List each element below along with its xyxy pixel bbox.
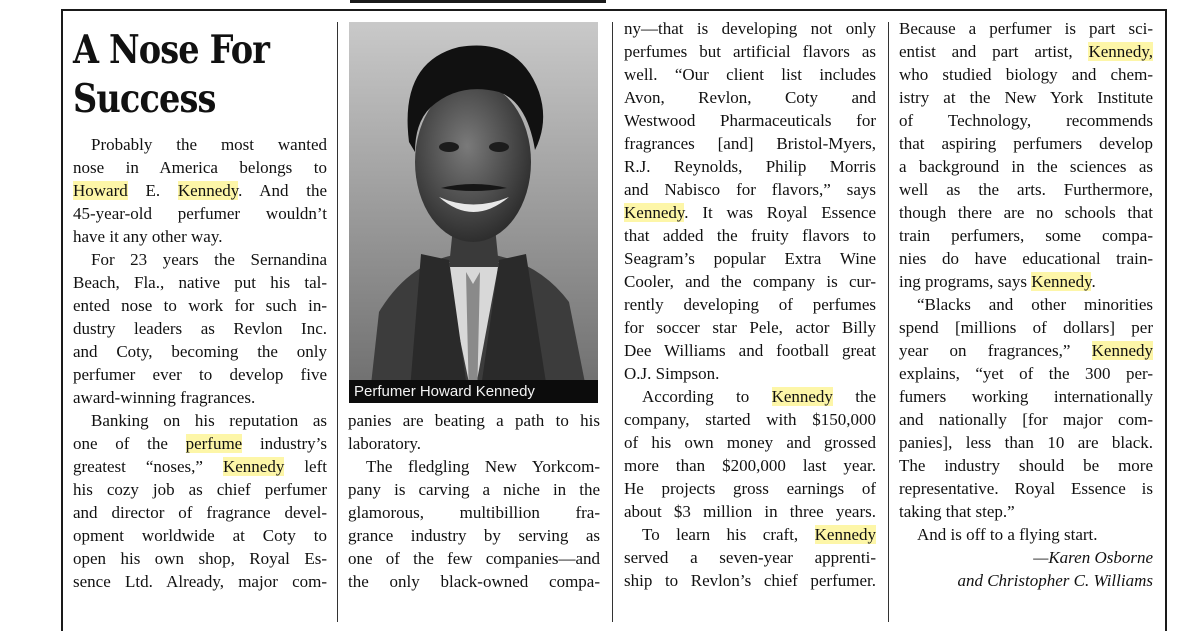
- text-segment: . And the: [238, 181, 327, 200]
- text-line: [73, 386, 327, 409]
- text-line: [624, 362, 876, 385]
- text-line: [73, 455, 327, 478]
- text-segment: fragrances [and] Bristol-Myers,: [624, 134, 876, 153]
- text-segment: well as the arts. Furthermore,: [899, 180, 1153, 199]
- text-segment: Avon, Revlon, Coty and: [624, 88, 876, 107]
- text-segment: perfumer ever to develop five: [73, 365, 327, 384]
- text-line: [624, 339, 876, 362]
- headline-line-2: Success: [73, 76, 216, 122]
- text-line: [899, 523, 1153, 546]
- text-segment: of Technology, recommends: [899, 111, 1153, 130]
- text-line: [624, 201, 876, 224]
- text-line: [348, 455, 600, 478]
- text-segment: and Nabisco for flavors,” says: [624, 180, 876, 199]
- text-segment: the only black-owned compa-: [348, 572, 600, 591]
- text-segment: a background in the sciences as: [899, 157, 1153, 176]
- text-segment: E.: [127, 181, 178, 200]
- text-line: [899, 17, 1153, 40]
- text-segment: his cozy job as chief perfumer: [73, 480, 327, 499]
- text-segment: rently developing of perfumes: [624, 295, 876, 314]
- column-rule-1: [337, 22, 338, 622]
- text-segment: nose in America belongs to: [73, 158, 327, 177]
- text-line: [899, 155, 1153, 178]
- column-3-text: [624, 17, 876, 592]
- text-segment: one of the: [73, 434, 186, 453]
- text-segment: To learn his craft,: [642, 525, 815, 544]
- text-line: [348, 478, 600, 501]
- column-rule-2: [612, 22, 613, 622]
- text-segment: And is off to a flying start.: [917, 525, 1098, 544]
- text-segment: Seagram’s popular Extra Wine: [624, 249, 876, 268]
- text-segment: left: [284, 457, 327, 476]
- text-line: [899, 500, 1153, 523]
- text-segment: served a seven-year apprenti-: [624, 548, 876, 567]
- text-line: [624, 477, 876, 500]
- highlighted-term: perfume: [185, 434, 243, 453]
- text-segment: R.J. Reynolds, Philip Morris: [624, 157, 876, 176]
- text-segment: “Blacks and other minorities: [917, 295, 1153, 314]
- column-2-text: [348, 409, 600, 593]
- highlighted-term: Kennedy: [1091, 341, 1153, 360]
- text-line: [73, 524, 327, 547]
- text-segment: and director of fragrance devel-: [73, 503, 327, 522]
- text-segment: award-winning fragrances.: [73, 388, 256, 407]
- text-segment: ented nose to work for such in-: [73, 296, 327, 315]
- text-line: [73, 225, 327, 248]
- text-segment: Beach, Fla., native put his tal-: [73, 273, 327, 292]
- column-rule-3: [888, 22, 889, 622]
- text-line: [624, 500, 876, 523]
- text-line: [73, 340, 327, 363]
- text-line: [899, 247, 1153, 270]
- text-segment: about $3 million in three years.: [624, 502, 876, 521]
- text-segment: panies are beating a path to his: [348, 411, 600, 430]
- text-line: [624, 431, 876, 454]
- text-segment: fumers working internationally: [899, 387, 1153, 406]
- text-line: [899, 224, 1153, 247]
- text-segment: The fledgling New Yorkcom-: [366, 457, 600, 476]
- text-line: [348, 501, 600, 524]
- text-line: [624, 316, 876, 339]
- text-line: [624, 86, 876, 109]
- text-segment: have it any other way.: [73, 227, 223, 246]
- text-line: [899, 362, 1153, 385]
- text-line: [624, 454, 876, 477]
- text-line: [899, 40, 1153, 63]
- text-segment: glamorous, multibillion fra-: [348, 503, 600, 522]
- text-segment: ny—that is developing not only: [624, 19, 876, 38]
- text-segment: Westwood Pharmaceuticals for: [624, 111, 876, 130]
- text-segment: company, started with $150,000: [624, 410, 876, 429]
- text-line: [899, 293, 1153, 316]
- text-line: [73, 294, 327, 317]
- text-line: [348, 570, 600, 593]
- text-segment: though there are no schools that: [899, 203, 1153, 222]
- text-segment: panies], less than 10 are black.: [899, 433, 1153, 452]
- text-segment: opment worldwide at Coty to: [73, 526, 327, 545]
- text-line: [348, 524, 600, 547]
- byline-line-2: and Christopher C. Williams: [957, 571, 1153, 590]
- text-line: [73, 179, 327, 202]
- text-segment: Dee Williams and football great: [624, 341, 876, 360]
- highlighted-term: Kennedy: [222, 457, 285, 476]
- headline-line-1: A Nose For: [73, 27, 270, 73]
- text-line: [73, 133, 327, 156]
- text-segment: that aspiring perfumers develop: [899, 134, 1153, 153]
- text-line: [899, 63, 1153, 86]
- text-segment: explains, “yet of the 300 per-: [899, 364, 1153, 383]
- text-segment: ship to Revlon’s chief perfumer.: [624, 571, 876, 590]
- text-segment: who studied biology and chem-: [899, 65, 1153, 84]
- text-segment: He projects gross earnings of: [624, 479, 876, 498]
- text-line: [624, 408, 876, 431]
- text-line: [73, 363, 327, 386]
- text-line: [348, 409, 600, 432]
- text-line: [73, 202, 327, 225]
- highlighted-term: Kennedy,: [1088, 42, 1153, 61]
- text-line: [624, 247, 876, 270]
- headline: [73, 26, 269, 124]
- text-segment: For 23 years the Sernandina: [91, 250, 327, 269]
- text-segment: Banking on his reputation as: [91, 411, 327, 430]
- text-segment: of his own money and grossed: [624, 433, 876, 452]
- text-segment: Probably the most wanted: [91, 135, 327, 154]
- text-line: [899, 270, 1153, 293]
- text-segment: perfumes but artificial flavors as: [624, 42, 876, 61]
- highlighted-term: Kennedy: [624, 203, 685, 222]
- text-segment: . It was Royal Essence: [684, 203, 876, 222]
- text-line: [73, 156, 327, 179]
- text-segment: .: [1091, 272, 1096, 291]
- portrait-photo: [349, 22, 598, 403]
- text-line: [624, 293, 876, 316]
- text-line: [624, 224, 876, 247]
- portrait-illustration: [349, 22, 598, 403]
- text-line: [73, 432, 327, 455]
- highlighted-term: Kennedy: [1031, 272, 1092, 291]
- text-segment: taking that step.”: [899, 502, 1015, 521]
- text-segment: industry’s: [242, 434, 327, 453]
- text-segment: the: [832, 387, 876, 406]
- text-line: [73, 547, 327, 570]
- text-line: [348, 547, 600, 570]
- text-line: [899, 132, 1153, 155]
- text-line: [899, 178, 1153, 201]
- text-segment: dustry leaders as Revlon Inc.: [73, 319, 327, 338]
- photo-caption: Perfumer Howard Kennedy: [349, 380, 598, 403]
- text-segment: grance industry by serving as: [348, 526, 600, 545]
- text-line: [899, 385, 1153, 408]
- text-line: [73, 478, 327, 501]
- text-line: [624, 546, 876, 569]
- text-line: [624, 178, 876, 201]
- highlighted-term: Kennedy: [814, 525, 876, 544]
- text-segment: well. “Our client list includes: [624, 65, 876, 84]
- text-line: [624, 109, 876, 132]
- text-segment: nies do have educational train-: [899, 249, 1153, 268]
- text-line: [73, 248, 327, 271]
- column-1-text: [73, 133, 327, 593]
- text-line: [899, 86, 1153, 109]
- text-segment: pany is carving a niche in the: [348, 480, 600, 499]
- text-segment: greatest “noses,”: [73, 457, 223, 476]
- text-segment: 45-year-old perfumer wouldn’t: [73, 204, 327, 223]
- text-line: [899, 408, 1153, 431]
- text-segment: more than $200,000 last year.: [624, 456, 876, 475]
- text-segment: that added the fruity flavors to: [624, 226, 876, 245]
- text-segment: O.J. Simpson.: [624, 364, 720, 383]
- text-segment: Because a perfumer is part sci-: [899, 19, 1153, 38]
- text-segment: ing programs, says: [899, 272, 1032, 291]
- text-line: [624, 385, 876, 408]
- text-line: [624, 132, 876, 155]
- highlighted-term: Howard: [73, 181, 128, 200]
- text-line: [899, 454, 1153, 477]
- text-segment: spend [millions of dollars] per: [899, 318, 1153, 337]
- text-segment: and nationally [for major com-: [899, 410, 1153, 429]
- text-segment: and Coty, becoming the only: [73, 342, 327, 361]
- highlighted-term: Kennedy: [177, 181, 239, 200]
- text-line: [73, 317, 327, 340]
- byline-line-1: —Karen Osborne: [1033, 548, 1153, 567]
- text-line: [73, 501, 327, 524]
- column-4-text: [899, 17, 1153, 546]
- text-segment: entist and part artist,: [899, 42, 1089, 61]
- text-line: [624, 270, 876, 293]
- text-segment: open his own shop, Royal Es-: [73, 549, 327, 568]
- text-line: [624, 17, 876, 40]
- text-line: [624, 523, 876, 546]
- text-line: [73, 570, 327, 593]
- text-segment: istry at the New York Institute: [899, 88, 1153, 107]
- text-segment: one of the few companies—and: [348, 549, 600, 568]
- text-segment: representative. Royal Essence is: [899, 479, 1153, 498]
- text-segment: year on fragrances,”: [899, 341, 1092, 360]
- text-line: [899, 316, 1153, 339]
- text-segment: Cooler, and the company is cur-: [624, 272, 876, 291]
- text-line: [624, 569, 876, 592]
- text-line: [348, 432, 600, 455]
- text-segment: laboratory.: [348, 434, 422, 453]
- top-notch-rule: [350, 0, 606, 3]
- text-segment: for soccer star Pele, actor Billy: [624, 318, 876, 337]
- byline: [899, 546, 1153, 592]
- text-segment: train perfumers, some compa-: [899, 226, 1153, 245]
- text-line: [899, 477, 1153, 500]
- text-line: [73, 409, 327, 432]
- text-line: [899, 201, 1153, 224]
- text-segment: According to: [642, 387, 772, 406]
- text-line: [624, 155, 876, 178]
- text-segment: sence Ltd. Already, major com-: [73, 572, 327, 591]
- text-line: [624, 63, 876, 86]
- text-line: [899, 339, 1153, 362]
- text-line: [899, 431, 1153, 454]
- text-line: [73, 271, 327, 294]
- text-line: [624, 40, 876, 63]
- highlighted-term: Kennedy: [771, 387, 833, 406]
- text-line: [899, 109, 1153, 132]
- text-segment: The industry should be more: [899, 456, 1153, 475]
